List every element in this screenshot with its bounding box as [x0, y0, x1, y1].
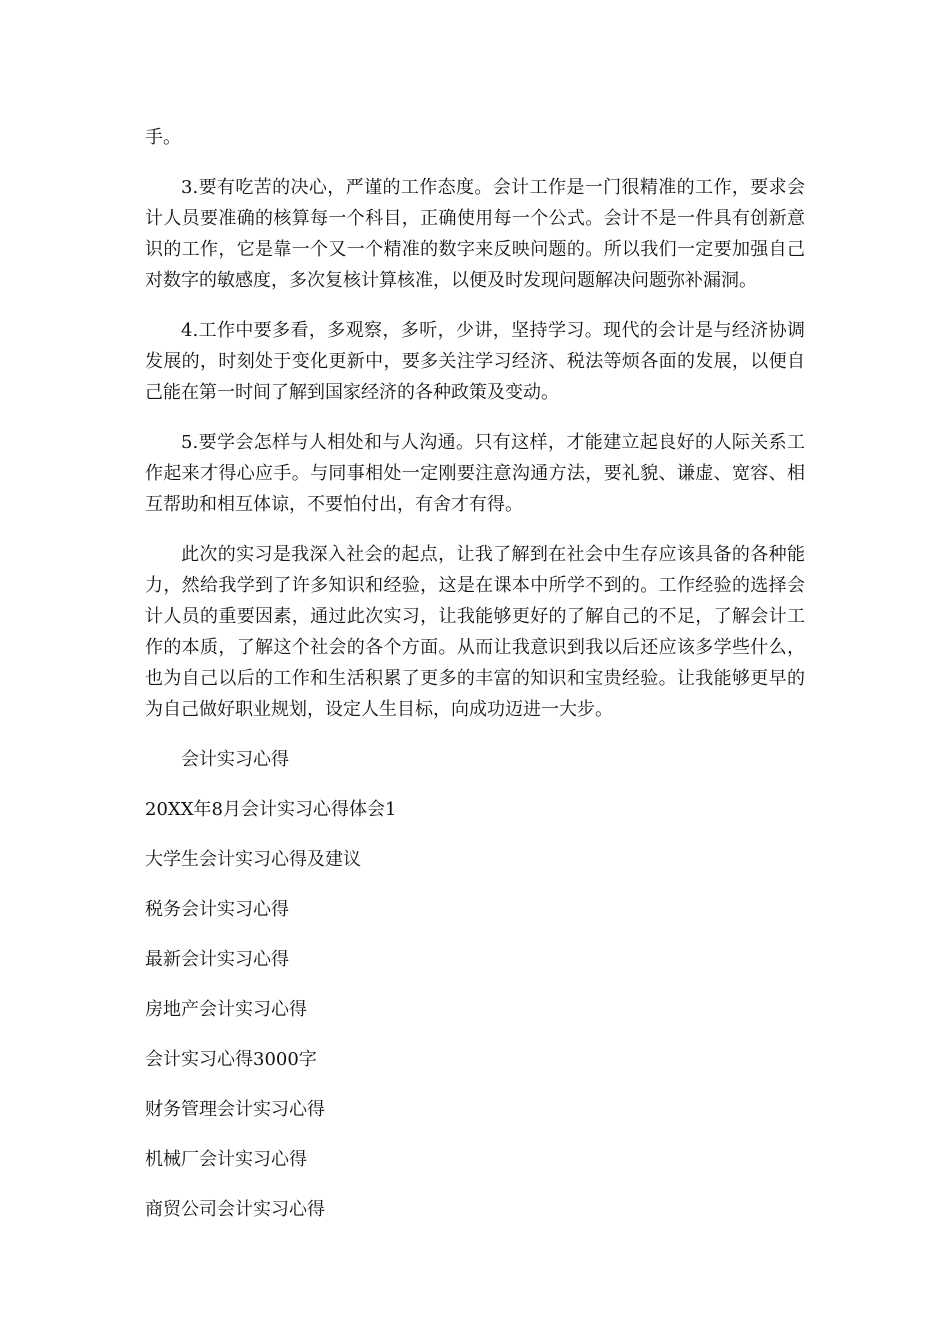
related-link[interactable]: 20XX年8月会计实习心得体会1: [145, 799, 397, 820]
paragraph-tip-4: 4.工作中要多看，多观察，多听，少讲，坚持学习。现代的会计是与经济协调发展的，时刻处于变化更新中，要多关注学习经济、税法等烦各面的发展，以便自己能在第一时间了解到国家经济的各种政策及变动。: [145, 320, 805, 403]
related-link[interactable]: 机械厂会计实习心得: [145, 1149, 307, 1170]
paragraph-tip-3: 3.要有吃苦的决心，严谨的工作态度。会计工作是一门很精准的工作，要求会计人员要准确的核算每一个科目，正确使用每一个公式。会计不是一件具有创新意识的工作，它是靠一个又一个精准的数字来反映问题的。所以我们一定要加强自己对数字的敏感度，多次复核计算核准，以便及时发现问题解决问题弥补漏洞。: [145, 177, 805, 291]
paragraph-tip-5: 5.要学会怎样与人相处和与人沟通。只有这样，才能建立起良好的人际关系工作起来才得心应手。与同事相处一定刚要注意沟通方法，要礼貌、谦虚、宽容、相互帮助和相互体谅，不要怕付出，有舍才有得。: [145, 432, 805, 515]
related-link[interactable]: 税务会计实习心得: [145, 899, 289, 920]
related-links-list: [145, 794, 805, 1225]
section-title: 会计实习心得: [181, 749, 289, 770]
paragraph-fragment: 手。: [145, 127, 181, 148]
related-link[interactable]: 商贸公司会计实习心得: [145, 1199, 325, 1220]
document-body: [145, 122, 805, 1244]
related-link[interactable]: 财务管理会计实习心得: [145, 1099, 325, 1120]
related-link[interactable]: 大学生会计实习心得及建议: [145, 849, 361, 870]
paragraph-conclusion: 此次的实习是我深入社会的起点，让我了解到在社会中生存应该具备的各种能力，然给我学到了许多知识和经验，这是在课本中所学不到的。工作经验的选择会计人员的重要因素，通过此次实习，让我能够更好的了解自己的不足，了解会计工作的本质，了解这个社会的各个方面。从而让我意识到我以后还应该多学些什么，也为自己以后的工作和生活积累了更多的丰富的知识和宝贵经验。让我能够更早的为自己做好职业规划，设定人生目标，向成功迈进一大步。: [145, 544, 805, 720]
related-link[interactable]: 最新会计实习心得: [145, 949, 289, 970]
related-link[interactable]: 房地产会计实习心得: [145, 999, 307, 1020]
related-link[interactable]: 会计实习心得3000字: [145, 1049, 317, 1070]
